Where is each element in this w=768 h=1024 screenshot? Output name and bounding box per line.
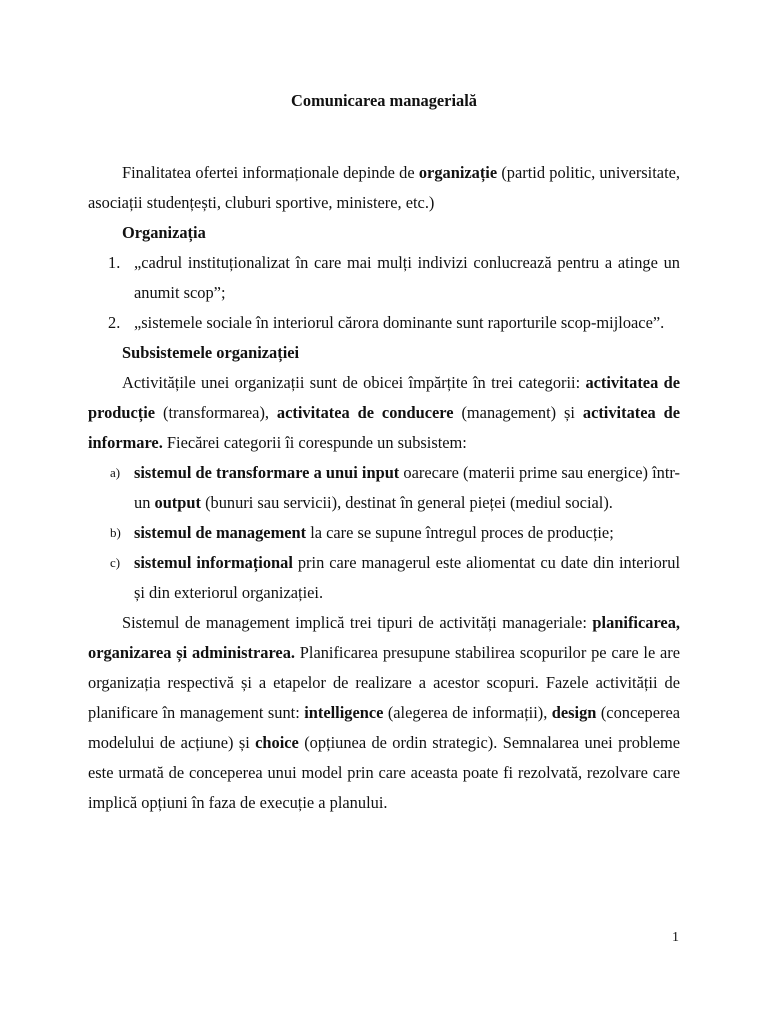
list-marker: 1.: [108, 253, 121, 272]
subsystem-list: [88, 458, 680, 608]
list-item: a) sistemul de transformare a unui input oarecare (materii prime sau energice) într-un output (bunuri sau servicii), destinat în general pieței (mediul social).: [88, 458, 680, 518]
document-title: Comunicarea managerială: [291, 91, 477, 110]
page-number: 1: [672, 930, 679, 945]
list-item: c) sistemul informațional prin care managerul este aliomentat cu date din interiorul și din exteriorul organizației.: [88, 548, 680, 608]
list-marker: 2.: [108, 313, 121, 332]
list-item: 2. „sistemele sociale în interiorul cărora dominante sunt raporturile scop-mijloace”.: [88, 308, 680, 338]
paragraph-management: Sistemul de management implică trei tipuri de activități manageriale: planificarea, organizarea și administrarea. Planificarea presupune stabilirea scopurilor pe care le are organizația respectivă și a etapelor de realizare a acestor scopuri. Fazele activității de planificare în management sunt: intelligence (alegerea de informații), design (conceperea modelului de acțiune) și choice (opțiunea de ordin strategic). Semnalarea unei probleme este urmată de conceperea unui model prin care aceasta poate fi rezolvată, rezolvare care implică opțiuni în faza de execuție a planului.: [88, 613, 681, 812]
section-heading-organizatia: Organizația: [122, 223, 206, 242]
list-marker: b): [110, 525, 121, 540]
list-marker: a): [110, 465, 121, 480]
list-marker: c): [110, 555, 121, 570]
list-item: 1. „cadrul instituționalizat în care mai mulți indivizi conlucrează pentru a atinge un anumit scop”;: [88, 248, 680, 308]
paragraph-intro: Finalitatea ofertei informaționale depinde de organizație (partid politic, universitate, asociații studențești, cluburi sportive, ministere, etc.): [88, 163, 680, 212]
paragraph-activitati: Activitățile unei organizații sunt de obicei împărțite în trei categorii: activitatea de producție (transformarea), activitatea de conducere (management) și activitatea de informare. Fiecărei categorii îi corespunde un subsistem:: [88, 373, 680, 452]
document-body: [88, 86, 680, 818]
list-item: b) sistemul de management la care se supune întregul proces de producție;: [88, 518, 680, 548]
term-organizatie: organizație: [418, 163, 498, 182]
section-heading-subsisteme: Subsistemele organizației: [122, 343, 300, 362]
definition-list: [88, 248, 680, 338]
